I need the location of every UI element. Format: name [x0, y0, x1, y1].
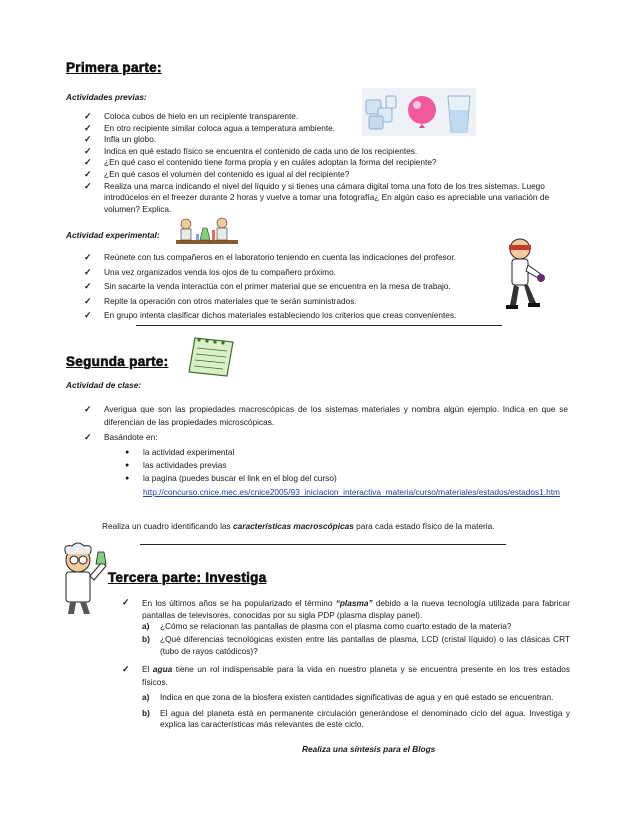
previas-label: Actividades previas: [66, 92, 147, 102]
list-item: ✓ Realiza una marca indicando el nivel del líquido y si tienes una cámara digital toma una foto de los tres sistemas. Luego introdúcelos en el freezer durante 2 horas y vuelve a tomar una fotografía¿ En algún caso es apreciable una variación de volumen? Explica. [84, 181, 564, 216]
agua-item: ✓ El agua tiene un rol indispensable para la vida en nuestro planeta y se encuentra presente en los tres estados físicos. [122, 664, 570, 687]
list-item: ✓ En otro recipiente similar coloca agua a temperatura ambiente. [84, 123, 564, 135]
plasma-question-b: b) ¿Qué diferencias tecnológicas existen entre las pantallas de plasma, LCD (cristal líquido) o las clásicas CRT (tubo de rayos catódicos)? [142, 634, 570, 656]
list-item: ✓ Basándote en: [84, 431, 568, 444]
list-item: ✓ Sin sacarte la venda interactúa con el primer material que se encuentra en la mesa de trabajo. [84, 279, 524, 294]
scientist-clipart [52, 540, 108, 616]
divider-line [136, 325, 502, 326]
divider-line [140, 544, 506, 545]
list-item: ✓ Indica en qué estado físico se encuentra el contenido de cada uno de los recipientes. [84, 146, 564, 158]
part3-title: Tercera parte: Investiga [108, 570, 267, 585]
list-item: ● la actividad experimental [125, 446, 568, 459]
plasma-question-a: a) ¿Cómo se relacionan las pantallas de plasma con el plasma como cuarto estado de la materia? [142, 620, 512, 631]
part3-body [122, 597, 570, 731]
resource-link[interactable]: http://concurso.cnice.mec.es/cnice2005/93_iniciacion_interactiva_materia/curso/materiales/estados/estados1.htm [143, 486, 560, 497]
list-item: ✓ Averigua que son las propiedades macroscópicas de los sistemas materiales y nombra algún ejemplo. Indica en que se diferencian de las propiedades microscópicas. [84, 403, 568, 428]
list-item: ✓ Coloca cubos de hielo en un recipiente transparente. [84, 111, 564, 123]
list-item: ● las actividades previas [125, 459, 568, 472]
bullet-list [125, 446, 568, 486]
part1-title: Primera parte: [66, 60, 162, 75]
clase-label: Actividad de clase: [66, 380, 142, 390]
check-icon: ✓ [122, 597, 130, 607]
notepad-clipart [185, 336, 237, 378]
previas-list [84, 111, 564, 215]
list-item: ✓ ¿En qué caso el contenido tiene forma propia y en cuáles adoptan la forma del recipiente? [84, 157, 564, 169]
list-item: ✓ Repite la operación con otros materiales que te serán suministrados. [84, 294, 524, 309]
summary-line: Realiza un cuadro identificando las características macroscópicas para cada estado físico de la materia. [102, 521, 495, 531]
blindfolded-figure-clipart [500, 235, 550, 315]
check-icon: ✓ [122, 664, 130, 675]
agua-question-b: b) El agua del planeta está en permanente circulación generándose el denominado ciclo del agua. Investiga y explica las características más relevantes de este ciclo. [142, 707, 570, 730]
list-item: ✓ Reúnete con tus compañeros en el laboratorio teniendo en cuenta las indicaciones del profesor. [84, 250, 524, 265]
experimental-list [84, 250, 524, 323]
agua-question-a: a) Indica en que zona de la biosfera existen cantidades significativas de agua y en qué estado se encuentran. [142, 692, 554, 703]
list-item: ✓ Una vez organizados venda los ojos de tu compañero próximo. [84, 265, 524, 280]
part2-title: Segunda parte: [66, 354, 169, 369]
list-item: ✓ Infla un globo. [84, 134, 564, 146]
footer-note: Realiza una síntesis para el Blogs [302, 744, 436, 754]
experimental-label: Actividad experimental: [66, 230, 160, 240]
part2-body [84, 403, 568, 498]
list-item: ● la pagina (puedes buscar el link en el blog del curso) [125, 472, 568, 485]
plasma-item: ✓ En los últimos años se ha popularizado el término “plasma” debido a la nueva tecnología utilizada para fabricar pantallas de televisores, conocidas por su sigla PDP (plasma display panel). [122, 597, 570, 620]
list-item: ✓ ¿En qué casos el volumen del contenido es igual al del recipiente? [84, 169, 564, 181]
list-item: ✓ En grupo intenta clasificar dichos materiales estableciendo los criterios que creas convenientes. [84, 308, 524, 323]
lab-scientists-clipart [172, 216, 242, 250]
